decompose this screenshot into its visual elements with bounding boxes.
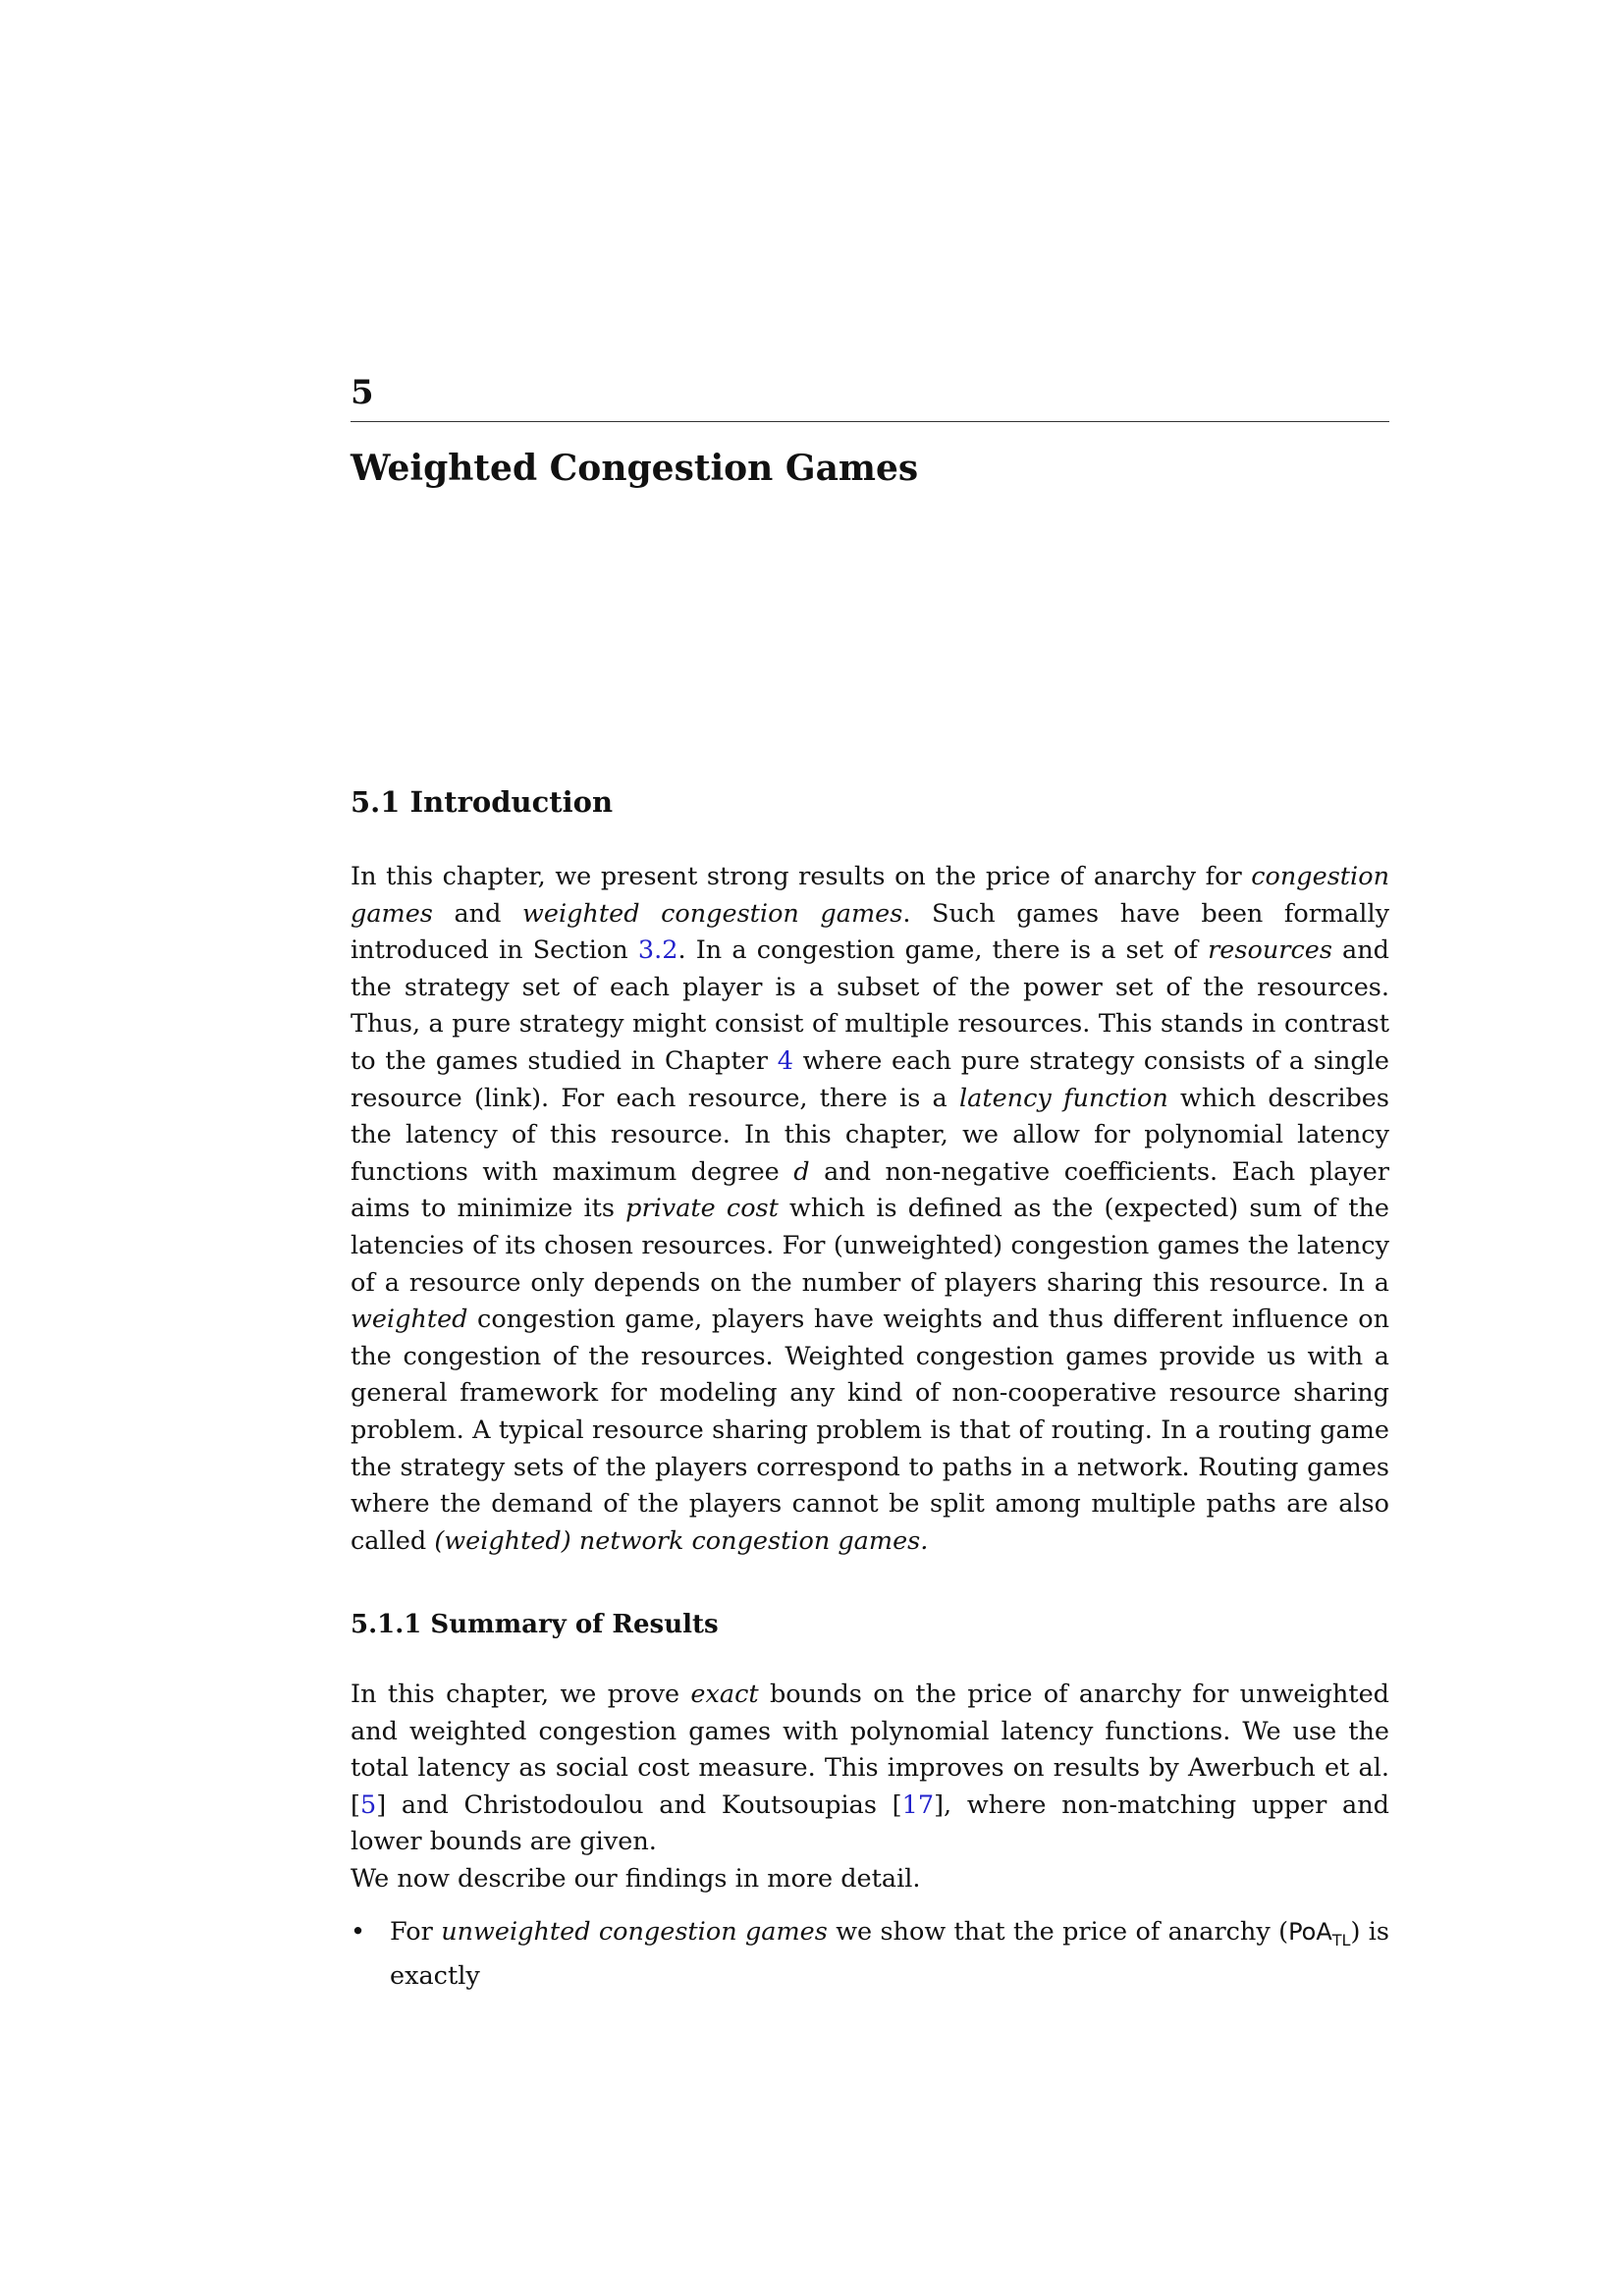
citation-link[interactable]: 5: [359, 1789, 377, 1820]
section-link[interactable]: 3.2: [637, 935, 678, 966]
findings-line: We now describe our findings in more detail.: [351, 1863, 921, 1894]
text-run: [571, 1526, 579, 1556]
text-run: congestion game, players have weights and thus different influence on the congestion of the resources. Weighted congestion games provide us with a general framework for modeling any kind of non-cooperative resource sharing problem. A typical resource sharing problem is that of routing. In a routing game the strategy sets of the players correspond to paths in a network. Routing games where the demand of the players cannot be split among multiple paths are also called: [351, 1305, 1389, 1556]
intro-paragraph: [351, 859, 1389, 1560]
poa-symbol: PoA: [1288, 1917, 1332, 1946]
text-run: ) is exactly: [390, 1916, 1390, 1992]
emphasis: congestion games: [351, 862, 1389, 929]
citation-link[interactable]: 17: [901, 1789, 935, 1820]
text-run: which describes the latency of this resource. In this chapter, we allow for polynomial latency functions with maximum degree: [351, 1083, 1389, 1187]
summary-block: [351, 1677, 1389, 1996]
text-run: we show that the price of anarchy (: [827, 1916, 1289, 1947]
chapter-link[interactable]: 4: [777, 1045, 793, 1076]
page-content: [351, 373, 1390, 1992]
text-run: . Such games have been formally introduced in Section: [351, 898, 1390, 966]
text-run: which is defined as the (expected) sum of the latencies of its chosen resources. For (unweighted) congestion games the latency of a resource only depends on the number of players sharing this resource. In a: [351, 1194, 1389, 1298]
text-run: and the strategy set of each player is a subset of the power set of the resources. Thus, a pure strategy might consist of multiple resources. This stands in contrast to the games studied in Chapter: [351, 935, 1390, 1076]
bullet-icon: •: [351, 1916, 366, 1947]
text-run: In this chapter, we prove: [351, 1680, 691, 1709]
emphasis: weighted: [351, 1305, 468, 1335]
text-run: ], where non-matching upper and lower bounds are given.: [351, 1789, 1390, 1857]
list-item: [351, 1914, 1389, 1996]
emphasis: unweighted congestion games: [441, 1916, 828, 1947]
chapter-title: Weighted Congestion Games: [351, 447, 919, 489]
emphasis: private cost: [625, 1194, 779, 1224]
chapter-number: 5: [351, 373, 374, 412]
emphasis: (weighted): [434, 1525, 571, 1556]
summary-paragraph: [351, 1677, 1389, 1861]
emphasis: exact: [690, 1680, 759, 1709]
math-variable: d: [793, 1156, 810, 1187]
chapter-rule: [351, 421, 1389, 422]
section-title: 5.1 Introduction: [351, 785, 614, 819]
emphasis: weighted congestion games: [522, 898, 903, 929]
emphasis: network congestion games.: [578, 1525, 929, 1556]
text-run: bounds on the price of anarchy for unweighted and weighted congestion games with polynomial latency functions. We use the total latency as social cost measure. This improves on results by Awerbuch et al. [: [351, 1680, 1389, 1820]
text-run: where each pure strategy consists of a single resource (link). For each resource, there is a: [351, 1045, 1389, 1113]
findings-list: [351, 1914, 1389, 1996]
text-run: ] and Christodoulou and Koutsoupias [: [376, 1789, 902, 1820]
emphasis: resources: [1208, 935, 1332, 966]
emphasis: latency function: [958, 1083, 1168, 1113]
text-run: . In a congestion game, there is a set of: [677, 935, 1209, 966]
text-run: For: [390, 1916, 442, 1947]
text-run: and: [432, 898, 523, 929]
text-run: and non-negative coefficients. Each player aims to minimize its: [351, 1156, 1389, 1224]
text-run: In this chapter, we present strong results on the price of anarchy for: [351, 862, 1252, 891]
poa-subscript: TL: [1331, 1930, 1351, 1949]
subsection-title: 5.1.1 Summary of Results: [351, 1610, 719, 1639]
